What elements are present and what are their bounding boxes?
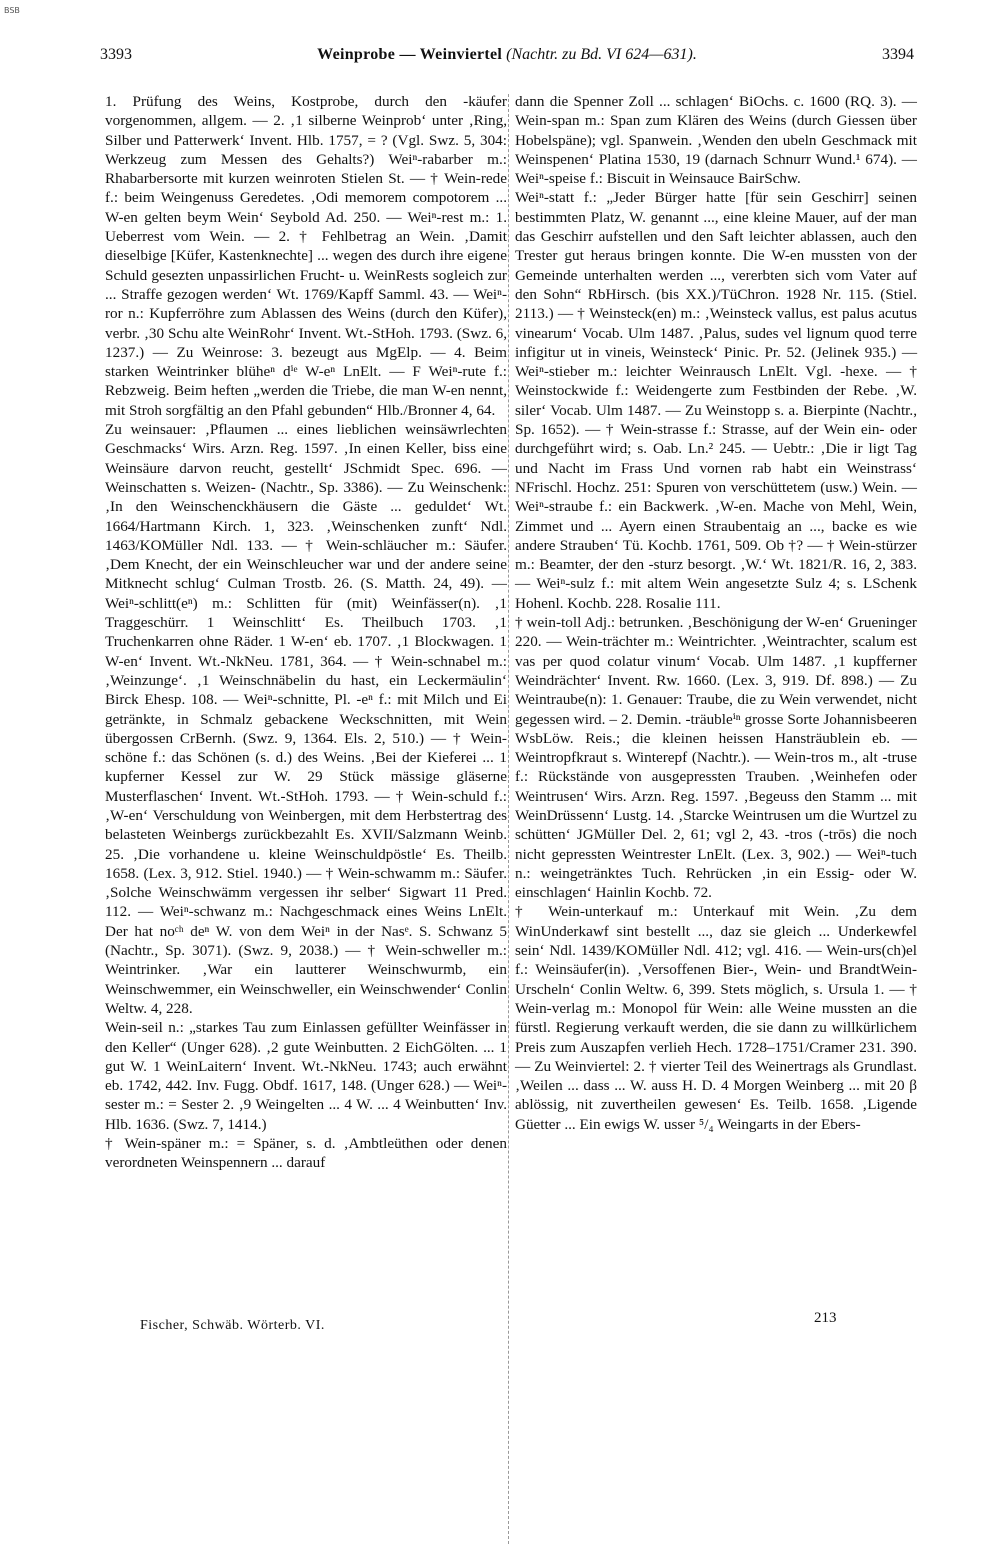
page-number-left: 3393	[100, 46, 132, 63]
paragraph: † Wein-unterkauf m.: Unterkauf mit Wein. ‚Zu dem WinUnderkawf sint bestellt ..., daz sie gleich ... Underkewfel sein‘ Ndl. 1439/KOMüller Ndl. 412; vgl. 416. — Wein-urs(ch)el f.: Weinsäufer(in). ‚Versoffenen Bier-, Wein- und BrandtWein-Urscheln‘ Conlin Weltw. 6, 399. Stets möglich, s. Ursula 1. — † Wein-verlag m.: Monopol für Wein: alle Weine mussten an die fürstl. Regierung verkauft werden, die sie dann zu willkürlichem Preis zum Auszapfen verlieh Hech. 1728–1751/Cramer 231. 390. — Zu Weinviertel: 2. † vierter Teil des Weinertrags als Grundlast. ‚Weilen ... dass ... W. auss H. D. 4 Morgen Weinberg ... mit 20 β ablössig, nit zuvertheilen gewesen‘ Es. Teilb. 1658. ‚Ligende Güetter ... Ein ewigs W. usser ⁵/₄ Weingarts in der Ebers-	[515, 903, 917, 1133]
paragraph: dann die Spenner Zoll ... schlagen‘ BiOchs. c. 1600 (RQ. 3). — Wein-span m.: Span zum Klären des Weins (durch Giessen über Hobelspäne); vgl. Spanwein. ‚Wenden den ubeln Geschmack mit Weinspenen‘ Platina 1530, 19 (darnach Schnurr Wund.¹ 674). — Weiⁿ-speise f.: Biscuit in Weinsauce BairSchw.	[515, 93, 917, 188]
footer-signature: Fischer, Schwäb. Wörterb. VI.	[140, 1318, 325, 1333]
paragraph: † wein-toll Adj.: betrunken. ‚Beschönigung der W-en‘ Grueninger 220. — Wein-trächter m.: Weintrichter. ‚Weintrachter, scalum est vas per quod colatur vinum‘ Vocab. Ulm 1487. ‚1 kupfferner Weindrächter‘ Invent. Rw. 1660. (Lex. 3, 919. Df. 898.) — Zu Weintraube(n): 1. Genauer: Traube, die zu Wein verwendet, nicht gegessen wird. – 2. Demin. -träubleⁱⁿ grosse Sorte Johannisbeeren WsbLöw. Reis.; die kleinen heissen Hansträublein eb. — Weintropfkraut s. Winterepf (Nachtr.). — Wein-tros m., alt -truse f.: Rückstände von ausgepressten Trauben. ‚Weinhefen oder Weintrusen‘ Wirs. Arzn. Reg. 1597. ‚Begeuss den Stamm ... mit WeinDrüssenn‘ Lustg. 14. ‚Starcke Weintrusen um die Wurtzel zu schütten‘ JGMüller Del. 2, 61; vgl 2, 43. -tros (-trōs) die noch nicht gepressten Weintrester LnElt. (Lex. 3, 902.) — Weiⁿ-tuch n.: weingetränktes Tuch. Rehrücken ‚in ein Essig- oder W. einschlagen‘ Hainlin Kochb. 72.	[515, 614, 917, 902]
page-number-right: 3394	[882, 46, 914, 63]
library-stamp: BSB	[4, 6, 20, 15]
paragraph: 1. Prüfung des Weins, Kostprobe, durch den -käufer vorgenommen, allgem. — 2. ‚1 silberne Weinprob‘ unter ‚Ring, Silber und Patterwerk‘ Invent. Hlb. 1757, = ? (Vgl. Swz. 5, 304: Werkzeug zum Messen des Gehalts?) Weiⁿ-rabarber m.: Rhabarbersorte mit kurzen weinroten Stielen St. — † Wein-rede f.: beim Weingenuss Geredetes. ‚Odi memorem compotorem ... W-en gelten beym Wein‘ Seybold Ad. 250. — Weiⁿ-rest m.: 1. Ueberrest vom Wein. — 2. † Fehlbetrag an Wein. ‚Damit dieselbige [Küfer, Kastenknechte] ... wegen des durch ihre eigene Schuld gesezten unpassirlichen Frucht- u. WeinRests sogleich zur ... Straffe gezogen werden‘ Wt. 1769/Kapff Samml. 43. — Weiⁿ-ror n.: Kupferröhre zum Ablassen des Weins (durch den Küfer), verbr. ‚30 Schu alte WeinRohr‘ Invent. Wt.-StHoh. 1793. (Swz. 6, 1237.) — Zu Weinrose: 3. bezeugt aus MgElp. — 4. Beim starken Weintrinker blüheⁿ dⁱᵉ W-eⁿ LnElt. — F Weiⁿ-rute f.: Rebzweig. Beim heften „werden die Triebe, die man W-en nennt, mit Stroh sorgfältig an den Pfahl gebunden“ Hlb./Bronner 4, 64.	[105, 93, 507, 419]
sheet-number: 213	[814, 1310, 837, 1326]
column-divider	[508, 94, 510, 1544]
running-title-note: (Nachtr. zu Bd. VI 624—631).	[506, 46, 697, 63]
paragraph: Weiⁿ-statt f.: „Jeder Bürger hatte [für sein Geschirr] seinen bestimmten Platz, W. genannt ..., eine kleine Mauer, auf der man das Geschirr aufstellen und den Saft leichter ablassen, auch den Trester gut heraus bringen konnte. Die W-en mussten von der Gemeinde unterhalten werden ..., vererbten sich vom Vater auf den Sohn“ RbHirsch. (bis XX.)/TüChron. 1928 Nr. 115. (Stiel. 2113.) — † Weinsteck(en) m.: ‚Weinsteck vallus, est palus acutus vinearum‘ Vocab. Ulm 1487. ‚Palus, sudes vel lignum quod terre infigitur ut in vineis, Weinsteck‘ Pinic. Pr. 52. (Jelinek 935.) — Weiⁿ-stieber m.: leichter Weinrausch LnElt. Vgl. -hexe. — † Weinstockwide f.: Weidengerte zum Festbinden der Rebe. ‚W. siler‘ Vocab. Ulm 1487. — Zu Weinstopp s. a. Bierpinte (Nachtr., Sp. 1652). — † Wein-strasse f.: Strasse, auf der Wein ein- oder durchgeführt wird; s. Oab. Ln.² 245. — Uebtr.: ‚Die ir ligt Tag und Nacht im Frass Und vornen rab habt ein Weinstrass‘ NFrischl. Hochz. 251: Spuren von verschüttetem (usw.) Wein. — Weiⁿ-straube f.: ein Backwerk. ‚W-en. Mache von Mehl, Wein, Zimmet und ... Ayern einen Straubentaig an ..., backe es wie andere Strauben‘ Tü. Kochb. 1761, 509. Ob †? — † Wein-stürzer m.: Beamter, der den -sturz besorgt. ‚W.‘ Wt. 1821/R. 16, 2, 383. — Weiⁿ-sulz f.: mit altem Wein angesetzte Sulz 4; s. LSchenk Hohenl. Kochb. 228. Rosalie 111.	[515, 189, 917, 612]
right-column	[515, 92, 917, 1134]
paragraph: † Wein-späner m.: = Späner, s. d. ‚Ambtleüthen oder denen verordneten Weinspennern ... darauf	[105, 1135, 507, 1172]
running-header	[100, 46, 914, 72]
running-title	[100, 46, 914, 64]
paragraph: Zu weinsauer: ‚Pflaumen ... eines lieblichen weinsäwrlechten Geschmacks‘ Wirs. Arzn. Reg. 1597. ‚In einen Keller, biss eine Weinsäure darvon reucht, gestellt‘ JSchmidt Spec. 696. — Weinschatten s. Weizen- (Nachtr., Sp. 3386). — Zu Weinschenk: ‚In den Weinschenckhäusern die Gäste ... geduldet‘ Wt. 1664/Hartmann Kirch. 1, 323. ‚Weinschenken zunft‘ Ndl. 1463/KOMüller Ndl. 133. — † Wein-schläucher m.: Säufer. ‚Dem Knecht, der ein Weinschleucher war und der andere seine Mitknecht schlug‘ Culman Trostb. 26. (S. Matth. 24, 49). — Weiⁿ-schlitt(eⁿ) m.: Schlitten für (mit) Weinfässer(n). ‚1 Traggeschürr. 1 Weinschlitt‘ Es. Theilbuch 1703. ‚1 Truchenkarren ohne Räder. 1 W-en‘ eb. 1707. ‚1 Blockwagen. 1 W-en‘ Invent. Wt.-NkNeu. 1781, 364. — † Wein-schnabel m.: ‚Weinzunge‘. ‚1 Weinschnäbelin du hast, ein Leckermäulin‘ Birck Ehesp. 108. — Weiⁿ-schnitte, Pl. -eⁿ f.: mit Milch und Ei getränkte, in Schmalz gebackene Weckschnitten, mit Wein übergossen CrBernh. (Swz. 9, 1364. Els. 2, 510.) — † Wein-schöne f.: das Schönen (s. d.) des Weins. ‚Bei der Kieferei ... 1 kupferner Kessel zur W. 29 Stück mässige gläserne Musterflaschen‘ Invent. Wt.-StHoh. 1793. — † Wein-schuld f.: ‚W-en‘ Verschuldung von Weinbergen, mit dem Herbstertrag des belasteten Weinbergs zurückbezahlt Es. XVII/Salzmann Weinb. 25. ‚Die vorhandene u. kleine Weinschuldpöstle‘ Es. Theilb. 1658. (Lex. 3, 912. Stiel. 1940.) — † Wein-schwamm m.: Säufer. ‚Solche Weinschwämm vergessen ihr selber‘ Sigwart 11 Pred. 112. — Weiⁿ-schwanz m.: Nachgeschmack eines Weins LnElt. Der hat noᶜʰ deⁿ W. von dem Weiⁿ in der Nasᵉ. S. Schwanz 5 (Nachtr., Sp. 3071). (Swz. 9, 2038.) — † Wein-schweller m.: Weintrinker. ‚War ein lautterer Weinschwurmb, ein Weinschwemmer, ein Weinschweller, ein Weinschwender‘ Conlin Weltw. 4, 228.	[105, 421, 507, 1017]
paragraph: Wein-seil n.: „starkes Tau zum Einlassen gefüllter Weinfässer in den Keller“ (Unger 628). ‚2 gute Weinbutten. 2 EichGölten. ... 1 gut W. 1 WeinLaitern‘ Invent. Wt.-NkNeu. 1743; auch erwähnt eb. 1742, 442. Inv. Fugg. Obdf. 1617, 148. (Unger 628.) — Weiⁿ-sester m.: = Sester 2. ‚9 Weingelten ... 4 W. ... 4 Weinbutten‘ Inv. Hlb. 1636. (Swz. 7, 1414.)	[105, 1019, 507, 1133]
left-column	[105, 92, 507, 1173]
running-title-main: Weinprobe — Weinviertel	[317, 46, 503, 63]
